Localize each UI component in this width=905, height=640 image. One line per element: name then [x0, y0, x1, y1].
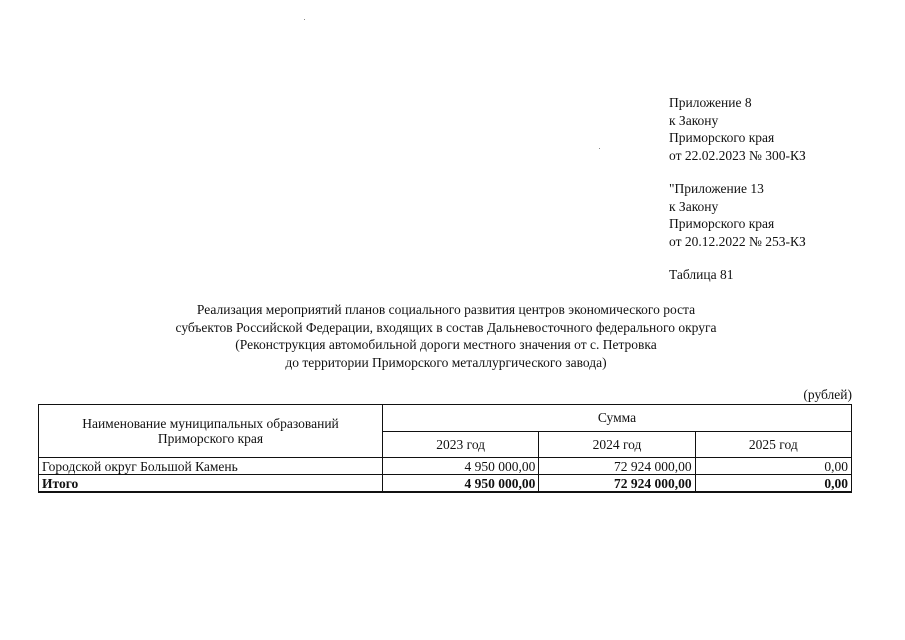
total-amount-cell: 0,00	[695, 475, 851, 493]
municipality-name-cell: Городской округ Большой Камень	[39, 458, 383, 475]
title-line: (Реконструкция автомобильной дороги местного значения от с. Петровка	[235, 337, 657, 352]
total-row	[39, 475, 852, 493]
amount-cell: 4 950 000,00	[383, 458, 539, 475]
column-header-municipality	[39, 405, 383, 458]
column-header-municipality-line: Наименование муниципальных образований	[82, 416, 339, 431]
total-amount-cell: 4 950 000,00	[383, 475, 539, 493]
total-label-cell: Итого	[39, 475, 383, 493]
appendix-current-line: Приморского края	[669, 130, 775, 145]
appendix-current-reference	[669, 94, 806, 164]
appendix-current-line: от 22.02.2023 № 300-КЗ	[669, 147, 806, 163]
amount-cell: 0,00	[695, 458, 851, 475]
unit-label: (рублей)	[803, 387, 852, 402]
appendix-amended-reference	[669, 180, 806, 250]
scan-speck	[599, 148, 600, 149]
title-line: Реализация мероприятий планов социального развития центров экономического роста	[196, 302, 696, 317]
table-row	[39, 458, 852, 475]
column-header-year: 2023 год	[383, 431, 539, 458]
title-line: субъектов Российской Федерации, входящих в состав Дальневосточного федерального округа	[175, 319, 717, 335]
table-number: Таблица 81	[669, 267, 734, 282]
appendix-amended-line: "Приложение 13	[669, 181, 764, 196]
column-header-year: 2025 год	[695, 431, 851, 458]
budget-table	[38, 404, 852, 493]
total-amount-cell: 72 924 000,00	[539, 475, 695, 493]
column-header-sum: Сумма	[383, 405, 852, 432]
column-header-municipality-line: Приморского края	[157, 431, 264, 446]
column-header-year: 2024 год	[539, 431, 695, 458]
appendix-amended-line: от 20.12.2022 № 253-КЗ	[669, 233, 806, 249]
appendix-amended-line: Приморского края	[669, 216, 775, 231]
scan-speck	[304, 19, 305, 20]
amount-cell: 72 924 000,00	[539, 458, 695, 475]
appendix-current-line: к Закону	[669, 112, 719, 128]
title-line: до территории Приморского металлургического завода)	[285, 354, 607, 370]
appendix-current-line: Приложение 8	[669, 95, 752, 110]
appendix-amended-line: к Закону	[669, 198, 719, 214]
document-title	[40, 301, 852, 371]
